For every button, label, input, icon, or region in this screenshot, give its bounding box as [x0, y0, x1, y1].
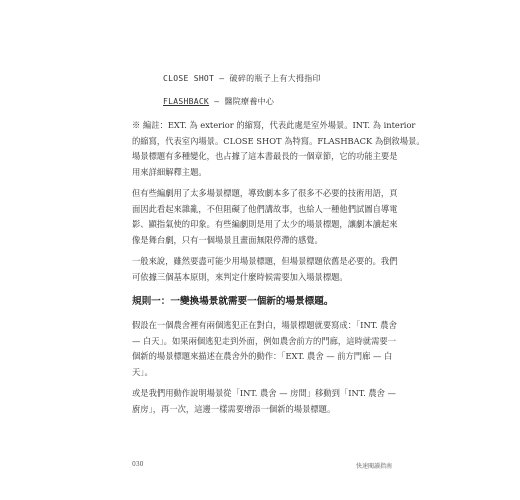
- text-line: 一般來說，雖然要盡可能少用場景標題，但場景標題依舊是必要的。我們: [132, 256, 398, 266]
- dash: —: [219, 74, 225, 83]
- scene-description: 破碎的瓶子上有大拇指印: [229, 74, 321, 83]
- text-line: 但有些編劇用了太多場景標題，導致劇本多了很多不必要的技術用語，頁: [132, 188, 398, 198]
- dash: —: [214, 97, 220, 106]
- text-line: 的縮寫，代表室內場景。CLOSE SHOT 為特寫。FLASHBACK 為倒敘場景。: [132, 135, 425, 146]
- body-paragraph: [132, 318, 400, 380]
- text-line: 影、顯指氣使的印象。有些編劇則是用了太少的場景標題，讓劇本讀起來: [132, 219, 398, 229]
- text-line: 像是舞台劇，只有一個場景且畫面無限停滯的感覺。: [132, 234, 323, 245]
- scene-slug: FLASHBACK: [163, 97, 210, 106]
- text-line: ※ 編註：EXT. 為 exterior 的縮寫，代表此處是室外場景。INT. 為 interior: [132, 120, 416, 130]
- text-line: 面因此看起來雜亂，不但阻礙了他們講故事，也給人一種他們試圖自導電: [132, 203, 398, 214]
- script-example-close-shot: [163, 73, 321, 84]
- text-line: 可依據三個基本原則，來判定什麼時候需要加入場景標題。: [132, 271, 348, 282]
- text-line: 場景標題有多種變化，也占據了這本書最長的一個章節，它的功能主要是: [132, 151, 398, 161]
- script-example-flashback: [163, 96, 274, 107]
- text-line: 或是我們用動作說明場景從「INT. 農舍 — 房間」移動到「INT. 農舍 —: [132, 388, 396, 398]
- editor-note-paragraph: [132, 118, 425, 180]
- page-number: 030: [132, 461, 144, 468]
- body-paragraph: [132, 186, 400, 248]
- text-line: 天」。: [132, 366, 153, 377]
- body-paragraph: [132, 386, 400, 417]
- text-line: 個新的場景標題來描述在農舍外的動作：「EXT. 農舍 — 前方門廊 — 白: [132, 351, 393, 361]
- running-footer-title: 快速閱讀指南: [356, 463, 393, 470]
- text-line: 廚房」，再一次，這邊一樣需要增添一個新的場景標題。: [132, 403, 336, 414]
- body-paragraph: [132, 254, 400, 285]
- scene-description: 醫院療養中心: [224, 97, 275, 106]
- text-line: 用來詳細解釋主題。: [132, 166, 207, 177]
- text-line: 假設在一個農舍裡有兩個逃犯正在對白，場景標題就要寫成：「INT. 農舍: [132, 320, 397, 330]
- rule-heading: 規則一：一變換場景就需要一個新的場景標題。: [132, 296, 334, 307]
- scene-slug: CLOSE SHOT: [163, 74, 215, 83]
- text-line: — 白天」。如果兩個逃犯走到外面，例如農舍前方的門廊，這時就需要一: [132, 335, 396, 346]
